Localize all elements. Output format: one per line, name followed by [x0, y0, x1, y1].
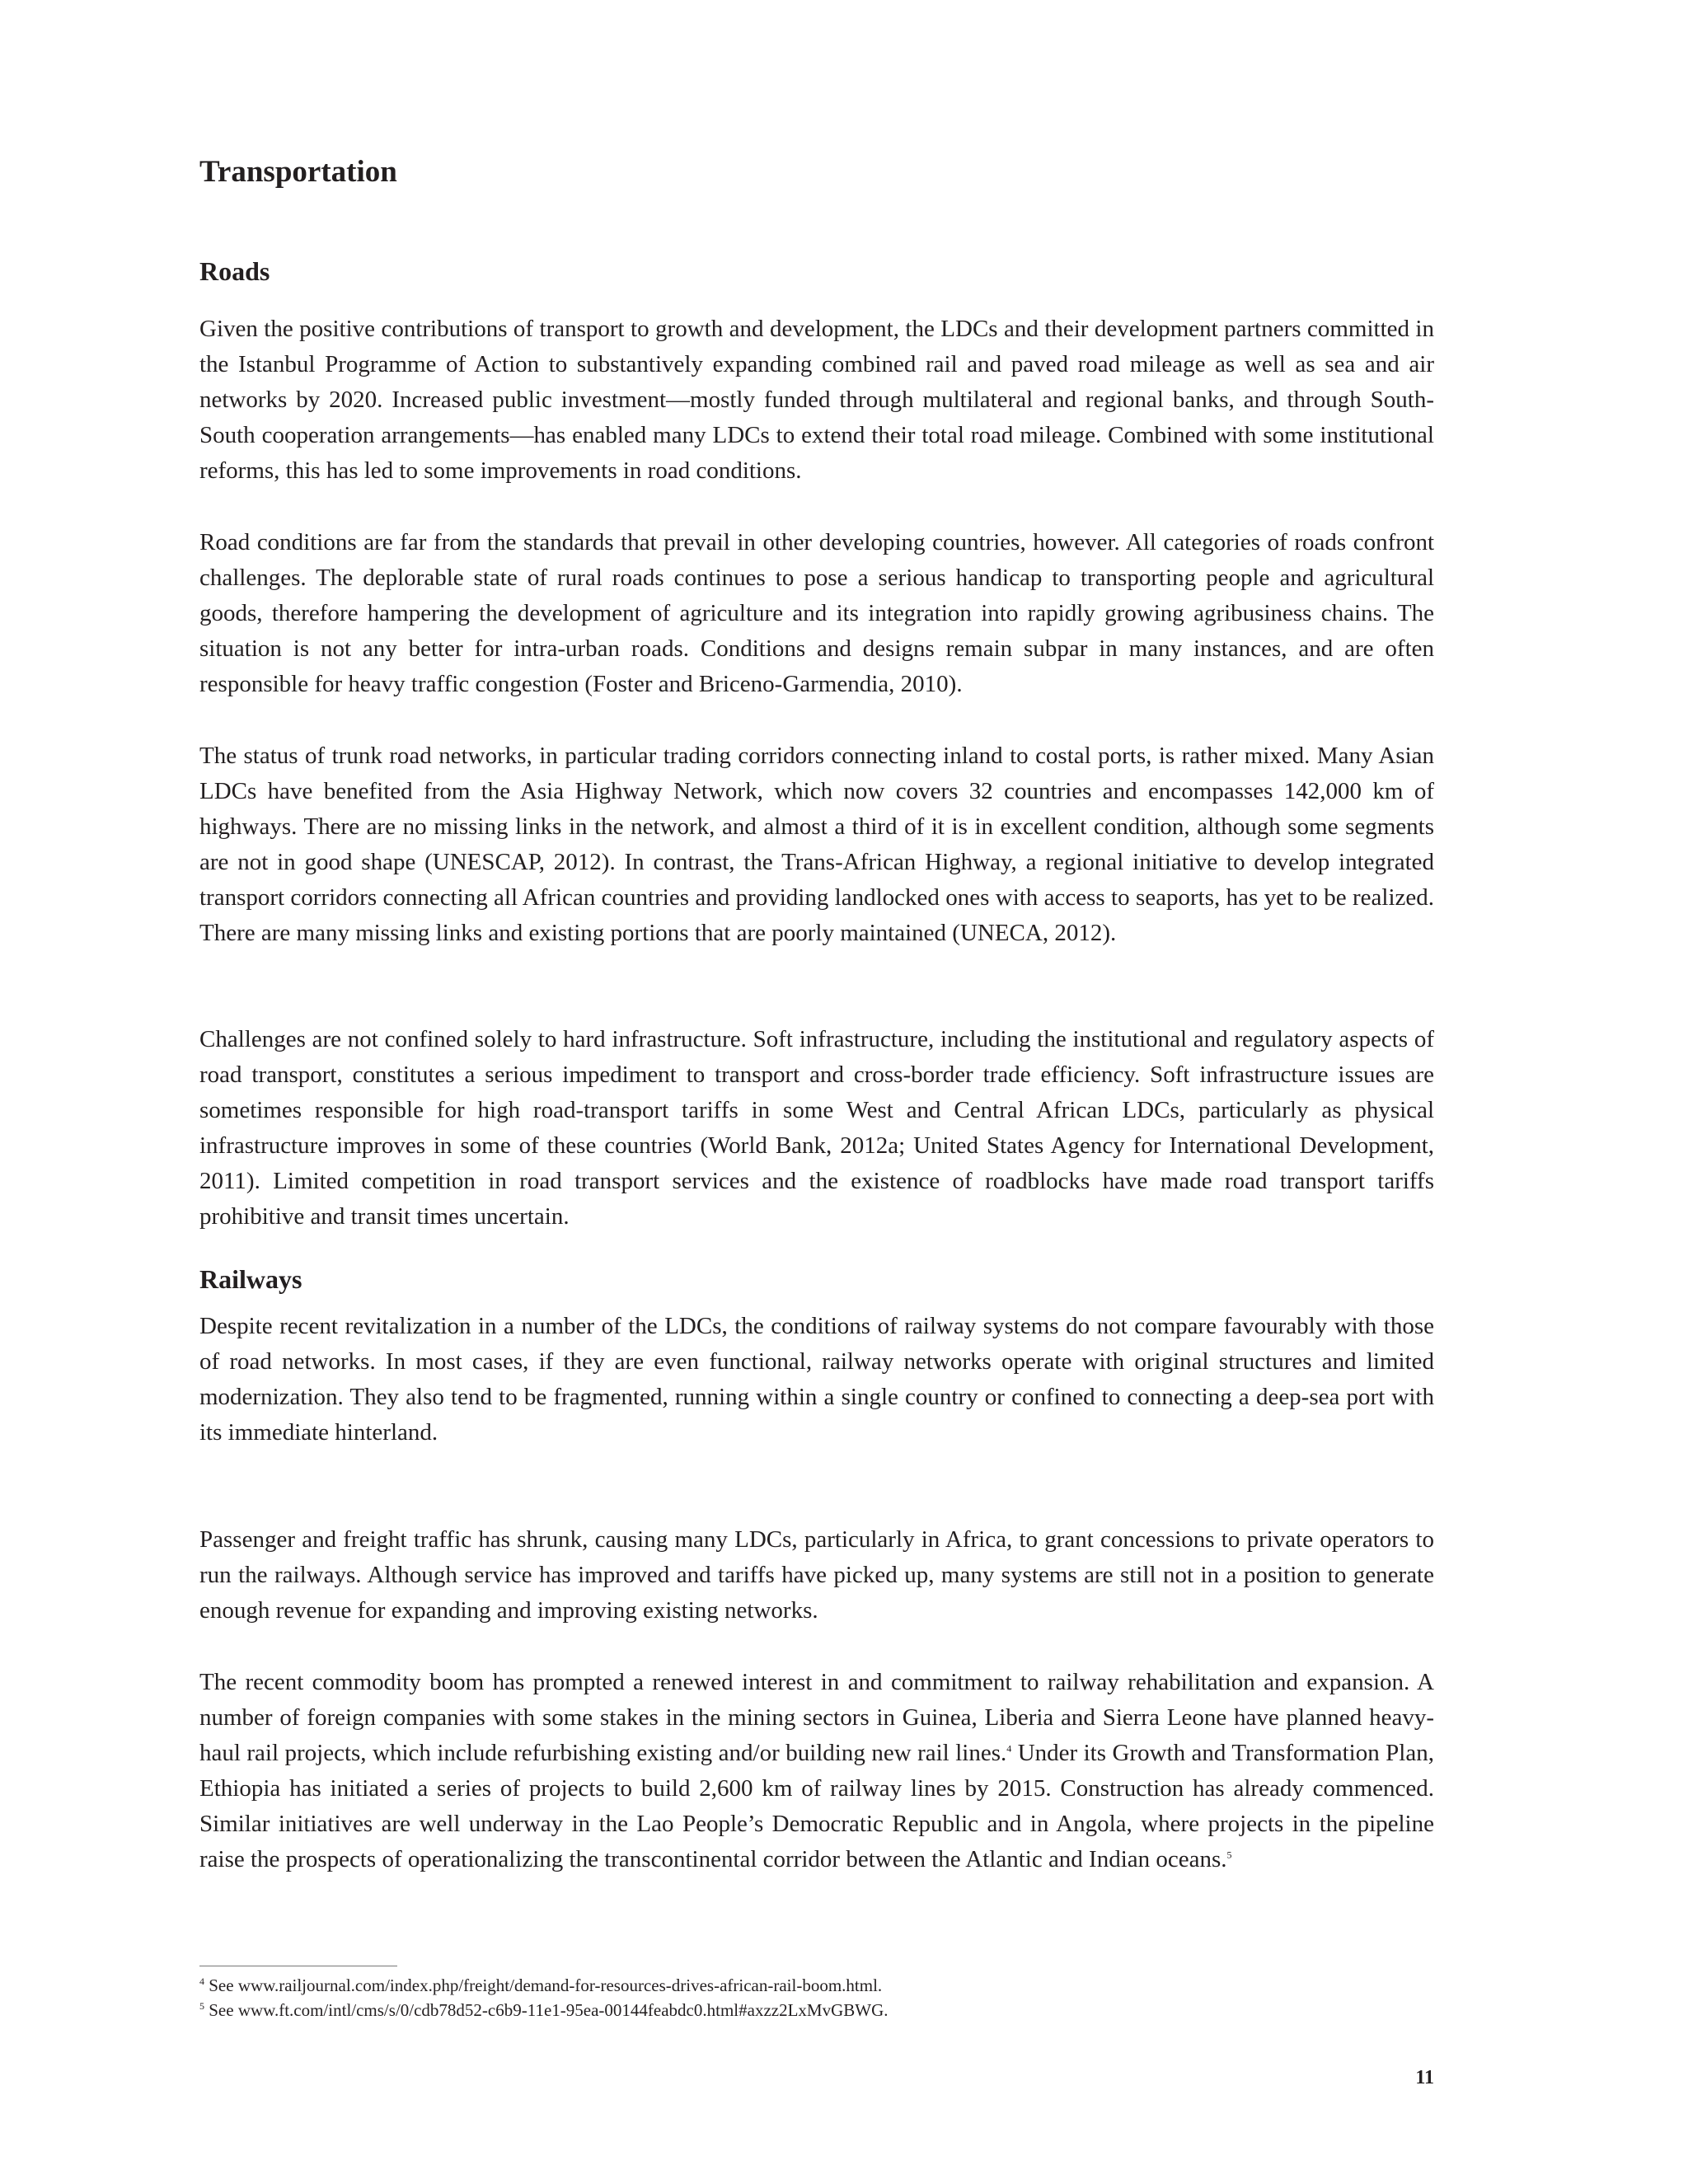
footnote-5-text[interactable]: See www.ft.com/intl/cms/s/0/cdb78d52-c6b9-11e1-95ea-00144feabdc0.html#axzz2LxMvGBWG. — [204, 2000, 889, 2020]
railways-paragraph-1: Despite recent revitalization in a number of the LDCs, the conditions of railway systems do not compare favourably with those of road networks. In most cases, if they are even functional, railway networks operate with original structures and limited modernization. They also tend to be fragmented, running within a single country or confined to connecting a deep-sea port with its immediate hinterland. — [199, 1313, 1434, 1446]
roads-heading: Roads — [199, 256, 270, 286]
footnote-4-number: 4 — [199, 1975, 204, 1987]
footnote-ref-5[interactable]: 5 — [1226, 1849, 1232, 1861]
railways-paragraph-2: Passenger and freight traffic has shrunk, causing many LDCs, particularly in Africa, to grant concessions to private operators to run the railways. Although service has improved and tariffs have picked up, many systems are still not in a position to generate enough revenue for expanding and improving existing networks. — [199, 1526, 1434, 1624]
footnote-ref-4[interactable]: 4 — [1006, 1742, 1012, 1755]
roads-paragraph-1: Given the positive contributions of transport to growth and development, the LDCs and their development partners committed in the Istanbul Programme of Action to substantively expanding combined rail and paved road mileage as well as sea and air networks by 2020. Increased public investment—mostly funded through multilateral and regional banks, and through South-South cooperation arrangements—has enabled many LDCs to extend their total road mileage. Combined with some institutional reforms, this has led to some improvements in road conditions. — [199, 316, 1434, 484]
document-page — [199, 0, 1434, 2184]
footnote-5-number: 5 — [199, 2000, 204, 2012]
railways-paragraph-3-part1: The recent commodity boom has prompted a renewed interest in and commitment to railway rehabilitation and expansion. A number of foreign companies with some stakes in the mining sectors in Guinea, Liberia and Sierra Leone have planned heavy-haul rail projects, which include refurbishing existing and/or building new rail lines. — [199, 1669, 1434, 1766]
section-title: Transportation — [199, 155, 397, 189]
railways-heading: Railways — [199, 1264, 302, 1294]
footnote-5 — [199, 1998, 1434, 2022]
footnotes — [199, 1973, 1434, 2022]
roads-paragraph-3: The status of trunk road networks, in particular trading corridors connecting inland to costal ports, is rather mixed. Many Asian LDCs have benefited from the Asia Highway Network, which now covers 32 countries and encompasses 142,000 km of highways. There are no missing links in the network, and almost a third of it is in excellent condition, although some segments are not in good shape (UNESCAP, 2012). In contrast, the Trans-African Highway, a regional initiative to develop integrated transport corridors connecting all African countries and providing landlocked ones with access to seaports, has yet to be realized. There are many missing links and existing portions that are poorly maintained (UNECA, 2012). — [199, 743, 1434, 946]
roads-paragraph-2: Road conditions are far from the standards that prevail in other developing countries, however. All categories of roads confront challenges. The deplorable state of rural roads continues to pose a serious handicap to transporting people and agricultural goods, therefore hampering the development of agriculture and its integration into rapidly growing agribusiness chains. The situation is not any better for intra-urban roads. Conditions and designs remain subpar in many instances, and are often responsible for heavy traffic congestion (Foster and Briceno-Garmendia, 2010). — [199, 529, 1434, 697]
footnote-4 — [199, 1973, 1434, 1998]
railways-paragraph-3 — [199, 1665, 1434, 1877]
page-number: 11 — [1415, 2067, 1434, 2088]
roads-paragraph-4: Challenges are not confined solely to hard infrastructure. Soft infrastructure, including the institutional and regulatory aspects of road transport, constitutes a serious impediment to transport and cross-border trade efficiency. Soft infrastructure issues are sometimes responsible for high road-transport tariffs in some West and Central African LDCs, particularly as physical infrastructure improves in some of these countries (World Bank, 2012a; United States Agency for International Development, 2011). Limited competition in road transport services and the existence of roadblocks have made road transport tariffs prohibitive and transit times uncertain. — [199, 1026, 1434, 1230]
railways-paragraph-3-part2: Under its Growth and Transformation Plan, Ethiopia has initiated a series of projects to build 2,600 km of railway lines by 2015. Construction has already commenced. Similar initiatives are well underway in the Lao People’s Democratic Republic and in Angola, where projects in the pipeline raise the prospects of operationalizing the transcontinental corridor between the Atlantic and Indian oceans. — [199, 1740, 1434, 1872]
footnote-4-text[interactable]: See www.railjournal.com/index.php/freight/demand-for-resources-drives-african-rail-boom.html. — [204, 1975, 883, 1995]
